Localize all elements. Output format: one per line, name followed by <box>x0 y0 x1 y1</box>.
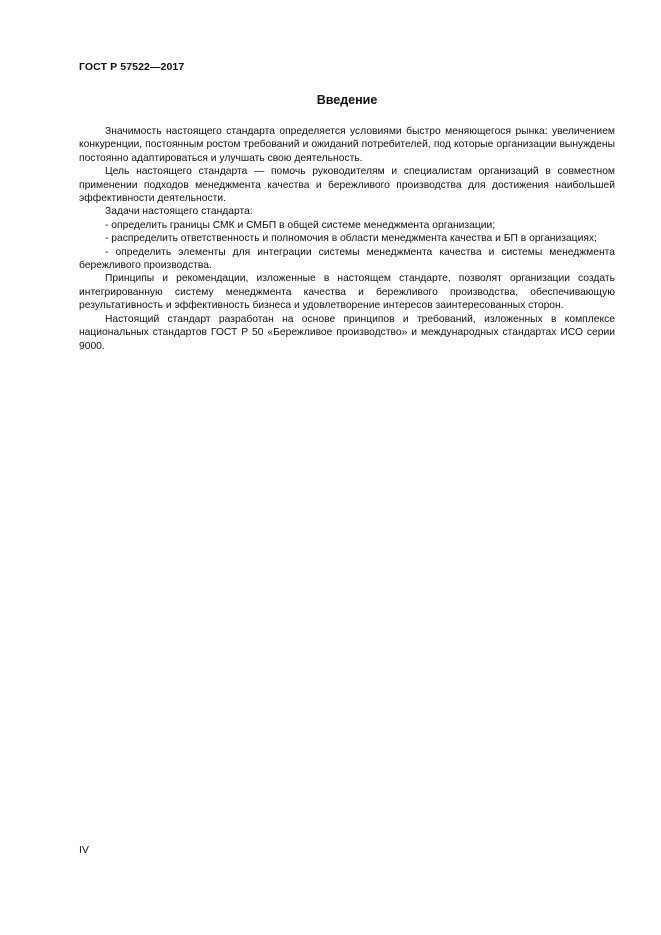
page-number: IV <box>79 844 89 856</box>
task-list-item: - распределить ответственность и полномочия в области менеджмента качества и БП в организациях; <box>105 233 597 245</box>
paragraph-basis: Настоящий стандарт разработан на основе принципов и требований, изложенных в комплексе национальных стандартов ГОСТ Р 50 «Бережливое производство» и международных стандартах ИСО серии 9000. <box>79 313 615 352</box>
section-title: Введение <box>316 93 378 107</box>
paragraph-principles: Принципы и рекомендации, изложенные в настоящем стандарте, позволят организации создать интегрированную систему менеджмента качества и бережливого производства, обеспечивающую результативность и эффективность бизнеса и удовлетворение интересов заинтересованных сторон. <box>79 273 615 312</box>
paragraph-significance: Значимость настоящего стандарта определяется условиями быстро меняющегося рынка: увеличением конкуренции, постоянным ростом требований и ожиданий потребителей, под которые организации вынуждены постоянно адаптироваться и улучшать свою деятельность. <box>79 126 615 164</box>
standard-id-header: ГОСТ Р 57522—2017 <box>79 61 185 73</box>
task-list-item: - определить границы СМК и СМБП в общей системе менеджмента организации; <box>105 219 496 231</box>
introduction-body <box>79 125 615 353</box>
paragraph-purpose: Цель настоящего стандарта — помочь руководителям и специалистам организаций в совместном применении подходов менеджмента качества и бережливого производства для достижения наибольшей эффективности деятельности. <box>79 166 615 205</box>
task-list-item: - определить элементы для интеграции системы менеджмента качества и системы менеджмента бережливого производства. <box>79 246 615 272</box>
paragraph-tasks-intro: Задачи настоящего стандарта: <box>105 206 253 218</box>
